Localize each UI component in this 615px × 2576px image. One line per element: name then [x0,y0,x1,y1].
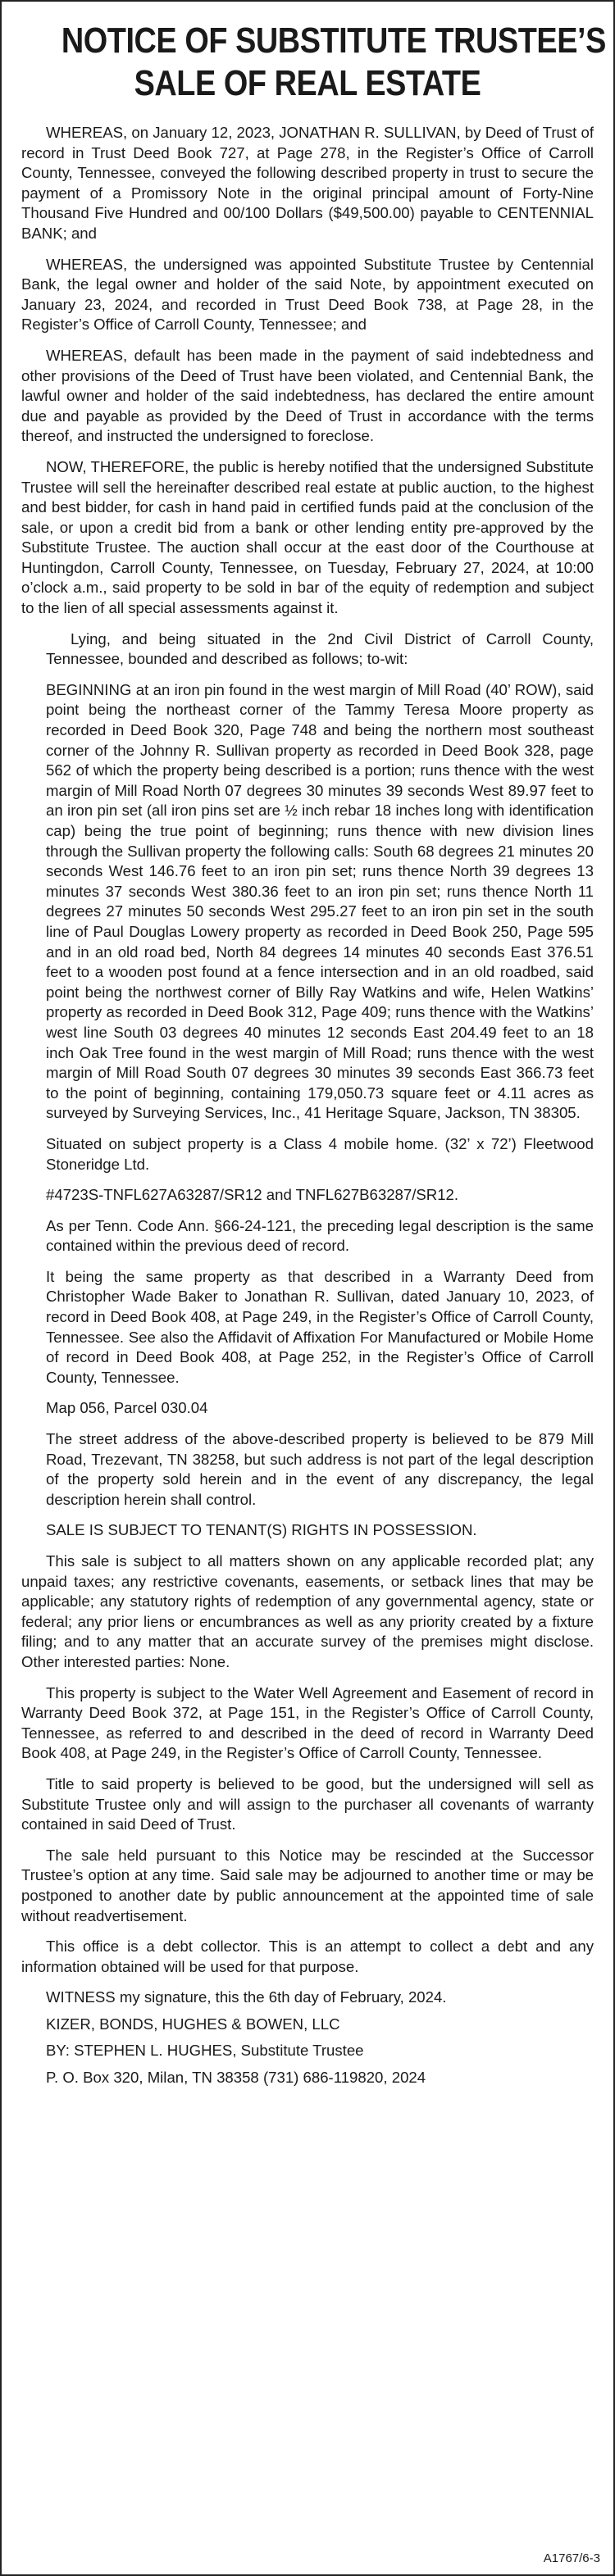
signature-witness: WITNESS my signature, this the 6th day of February, 2024. [46,1988,447,2006]
paragraph-title: Title to said property is believed to be good, but the undersigned will sell as Substitute Trustee only and will assign to the purchaser all covenants of warranty contained in said Deed of Trust. [21,1774,594,1833]
notice-title-line-1: NOTICE OF SUBSTITUTE TRUSTEE’S [61,20,606,61]
signature-by: BY: STEPHEN L. HUGHES, Substitute Trustee [46,2042,364,2060]
signature-address: P. O. Box 320, Milan, TN 38358 (731) 686-119820, 2024 [46,2069,426,2087]
paragraph-serial-numbers: #4723S-TNFL627A63287/SR12 and TNFL627B63287/SR12. [46,1186,459,1204]
paragraph-debt-collector: This office is a debt collector. This is an attempt to collect a debt and any information obtained will be used for that purpose. [21,1938,594,1975]
paragraph-street-address: The street address of the above-described property is believed to be 879 Mill Road, Trezevant, TN 38258, but such address is not part of the legal description of the property sold herein and in the event of any discrepancy, the legal description herein shall control. [46,1430,594,1508]
notice-title [61,20,606,105]
paragraph-now-therefore-auction: NOW, THEREFORE, the public is hereby notified that the undersigned Substitute Trustee will sell the hereinafter described real estate at public auction, to the highest and best bidder, for cash in hand paid in certified funds paid at the conclusion of the sale, or upon a credit bid from a bank or other lending entity pre-approved by the Substitute Trustee. The auction shall occur at the east door of the Courthouse at Huntingdon, Carroll County, Tennessee, on Tuesday, February 27, 2024, at 10:00 o’clock a.m., said property to be sold in bar of the equity of redemption and subject to the lien of all special assessments against it. [21,457,594,617]
paragraph-whereas-deed-of-trust: WHEREAS, on January 12, 2023, JONATHAN R. SULLIVAN, by Deed of Trust of record in Trust Deed Book 727, at Page 278, in the Register’s Office of Carroll County, Tennessee, conveyed the following described property in trust to secure the payment of a Promissory Note in the original principal amount of Forty-Nine Thousand Five Hundred and 00/100 Dollars ($49,500.00) payable to CENTENNIAL BANK; and [21,124,594,242]
paragraph-property-location: Lying, and being situated in the 2nd Civil District of Carroll County, Tennessee, bounded and described as follows; to-wit: [46,629,594,668]
signature-block [21,1988,594,2088]
paragraph-legal-description: BEGINNING at an iron pin found in the west margin of Mill Road (40’ ROW), said point being the northeast corner of the Tammy Teresa Moore property as recorded in Deed Book 320, Page 748 and being the northern most southeast corner of the Johnny R. Sullivan property as recorded in Deed Book 328, page 562 of which the property being described is a portion; runs thence with the west margin of Mill Road North 07 degrees 30 minutes 39 seconds West 89.97 feet to an iron pin set (all iron pins set are ½ inch rebar 18 inches long with identification cap) being the true point of beginning; runs thence with new division lines through the Sullivan property the following calls: South 68 degrees 21 minutes 20 seconds West 146.76 feet to an iron pin set; runs thence North 39 degrees 13 minutes 37 seconds West 380.36 feet to an iron pin set; runs thence North 11 degrees 27 minutes 50 seconds West 295.27 feet to an iron pin set in the south line of Paul Douglas Lowery property as recorded in Deed Book 250, Page 595 and in an old road bed, North 84 degrees 14 minutes 40 seconds East 376.51 feet to a wooden post found at a fence intersection and in an old roadbed, said point being the northwest corner of Billy Ray Watkins and wife, Helen Watkins’ property as recorded in Deed Book 312, Page 409; runs thence with the Watkins’ west line South 03 degrees 40 minutes 12 seconds East 204.49 feet to an 18 inch Oak Tree found in the west margin of Mill Road; runs thence with the west margin of Mill Road South 07 degrees 30 minutes 39 seconds East 366.73 feet to the point of beginning, containing 179,050.73 square feet or 4.11 acres as surveyed by Surveying Services, Inc., 41 Heritage Square, Jackson, TN 38305. [46,680,594,1122]
notice-title-line-2: SALE OF REAL ESTATE [134,63,481,103]
paragraph-rescind-adjourn: The sale held pursuant to this Notice may be rescinded at the Successor Trustee’s option at any time. Said sale may be adjourned to another time or may be postponed to another date by public announcement at the appointed time of sale without readvertisement. [21,1846,594,1924]
paragraph-map-parcel: Map 056, Parcel 030.04 [46,1399,208,1417]
paragraph-tenn-code: As per Tenn. Code Ann. §66-24-121, the preceding legal description is the same contained within the previous deed of record. [46,1216,594,1255]
paragraph-warranty-deed: It being the same property as that described in a Warranty Deed from Christopher Wade Baker to Jonathan R. Sullivan, dated January 10, 2023, of record in Deed Book 408, at Page 249, in the Register’s Office of Carroll County, Tennessee. See also the Affidavit of Affixation For Manufactured or Mobile Home of record in Deed Book 408, at Page 252, in the Register’s Office of Carroll County, Tennessee. [46,1267,594,1386]
paragraph-mobile-home: Situated on subject property is a Class 4 mobile home. (32’ x 72’) Fleetwood Stoneridge Ltd. [46,1134,594,1173]
ad-code: A1767/6-3 [543,2551,600,2565]
paragraph-whereas-default: WHEREAS, default has been made in the payment of said indebtedness and other provisions of the Deed of Trust have been violated, and Centennial Bank, the lawful owner and holder of the said indebtedness, has declared the entire amount due and payable as provided by the Deed of Trust in accordance with the terms thereof, and instructed the undersigned to foreclose. [21,346,594,445]
signature-firm: KIZER, BONDS, HUGHES & BOWEN, LLC [46,2015,340,2033]
paragraph-whereas-substitute-trustee: WHEREAS, the undersigned was appointed Substitute Trustee by Centennial Bank, the legal owner and holder of the said Note, by appointment executed on January 23, 2024, and recorded in Trust Deed Book 738, at Page 28, in the Register’s Office of Carroll County, Tennessee; and [21,255,594,334]
paragraph-water-well: This property is subject to the Water Well Agreement and Easement of record in Warranty Deed Book 372, at Page 151, in the Register’s Office of Carroll County, Tennessee, as referred to and described in the deed of record in Warranty Deed Book 408, at Page 249, in the Register’s Office of Carroll County, Tennessee. [21,1683,594,1762]
paragraph-tenant-rights: SALE IS SUBJECT TO TENANT(S) RIGHTS IN POSSESSION. [46,1521,477,1539]
paragraph-subject-to-matters: This sale is subject to all matters shown on any applicable recorded plat; any unpaid taxes; any restrictive covenants, easements, or setback lines that may be applicable; any statutory rights of redemption of any governmental agency, state or federal; any prior liens or encumbrances as well as any priority created by a fixture filing; and to any matter that an accurate survey of the premises might disclose. Other interested parties: None. [21,1552,594,1670]
notice-body [21,123,594,2088]
